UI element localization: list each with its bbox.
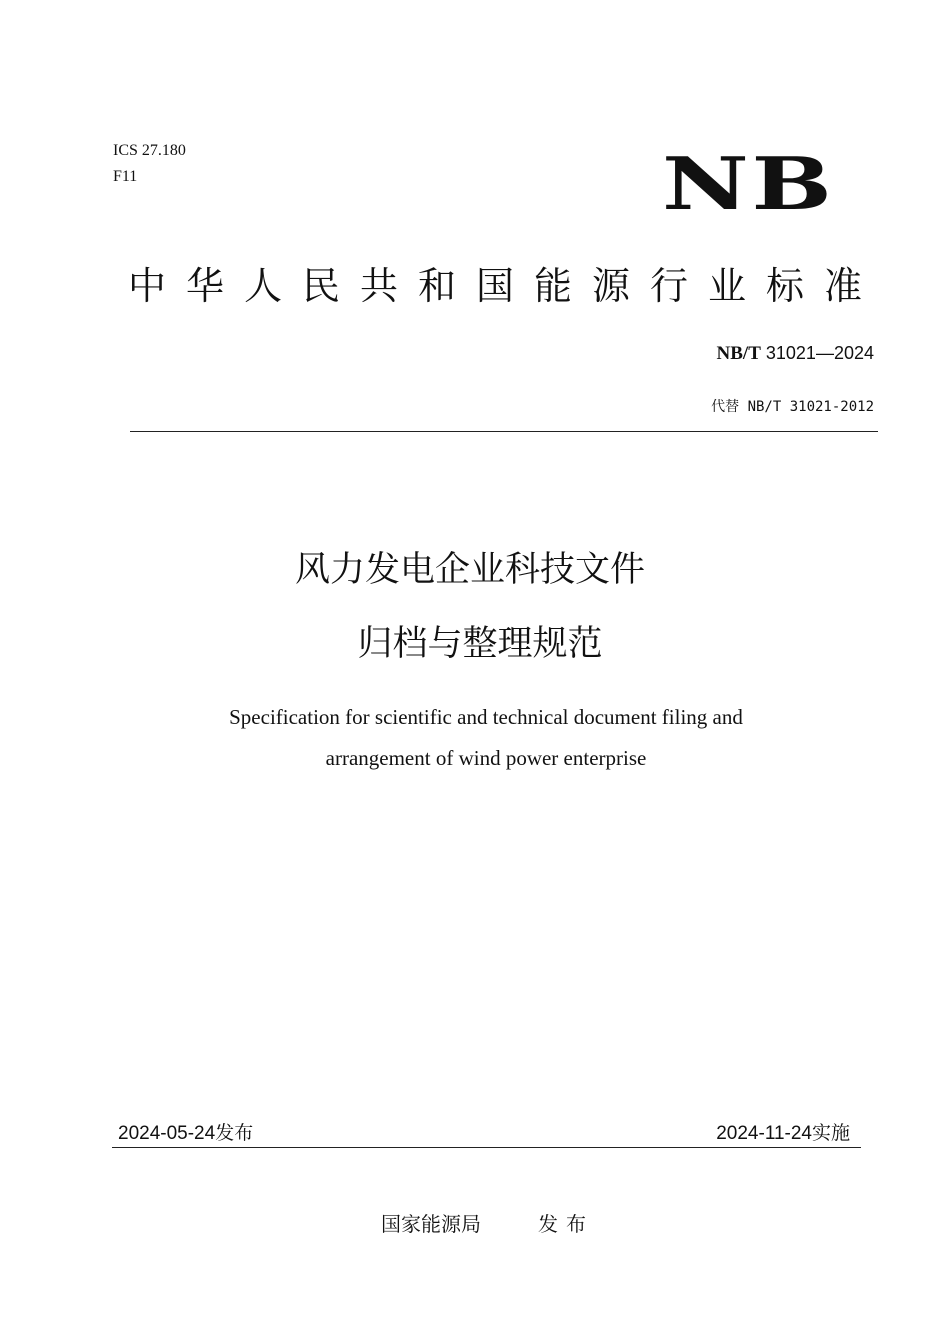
standard-number xyxy=(717,340,874,367)
ccs-code: F11 xyxy=(113,168,138,185)
replaces-note: 代替 NB/T 31021-2012 xyxy=(711,399,874,415)
standard-category-title: 中华人民共和国能源行业标准 xyxy=(127,264,882,308)
issue-date: 2024-05-24发布 xyxy=(118,1123,254,1144)
chinese-title-line-1: 风力发电企业科技文件 xyxy=(294,550,645,590)
standard-number-value: 31021—2024 xyxy=(760,343,874,363)
ics-code: ICS 27.180 xyxy=(113,142,186,159)
nb-logo: NB xyxy=(662,141,835,226)
english-title-line-1: Specification for scientific and technical document filing and xyxy=(229,705,743,729)
chinese-title-line-2: 归档与整理规范 xyxy=(357,624,603,664)
footer-divider xyxy=(112,1147,861,1148)
header-divider xyxy=(130,431,878,432)
standard-number-prefix: NB/T xyxy=(716,343,761,364)
implementation-date: 2024-11-24实施 xyxy=(716,1123,850,1144)
english-title-line-2: arrangement of wind power enterprise xyxy=(325,746,647,770)
issue-label: 发布 xyxy=(538,1212,594,1236)
issuing-authority: 国家能源局 xyxy=(381,1212,481,1236)
